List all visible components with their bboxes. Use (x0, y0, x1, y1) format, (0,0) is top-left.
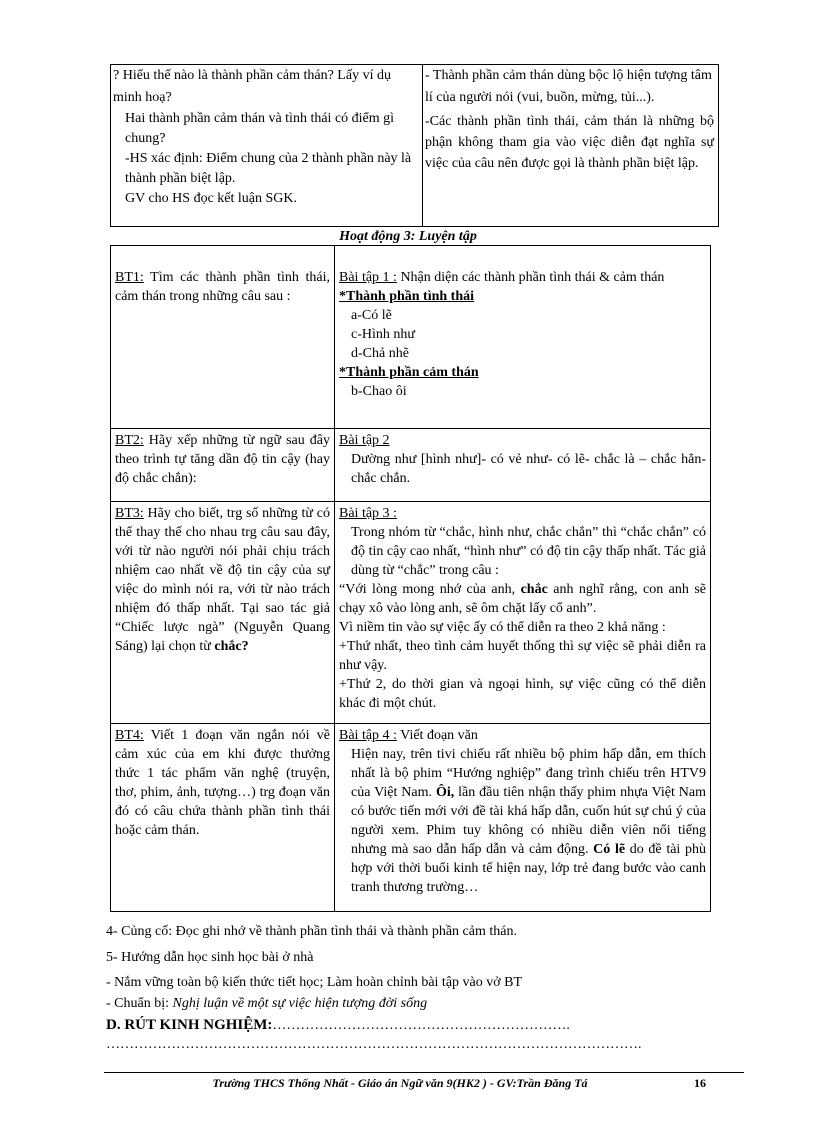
quote-text: anh nghĩ rằng, con anh sẽ chạy xô vào lòng anh, sẽ ôm chặt lấy cổ anh”. (339, 582, 706, 616)
top-left-cell (111, 65, 423, 227)
hs-answer-text: -HS xác định: Điểm chung của 2 thành phần này là thành phần biệt lập. (125, 151, 412, 186)
answer-paragraph: Vì niềm tin vào sự việc ấy có thể diễn ra theo 2 khả năng : (339, 620, 666, 635)
answer-label: Bài tập 3 : (339, 506, 397, 521)
paragraph-text: Hiện nay, trên tivi chiếu rất nhiều bộ phim hấp dẫn, em thích nhất là bộ phim “Hướng nghiệp” đang trình chiếu trên HTV9 của Việt Nam. (351, 747, 706, 800)
exercise-text: Hãy cho biết, trg số những từ có thể thay thế cho nhau trg câu sau đây, với từ nào người nói phải chịu trách nhiệm cao nhất về độ tin cậy của sự việc do mình nói ra, với từ nào trách nhiệm đó thấp nhất. Tại sao tác giả “Chiếc lược ngà” (Nguyễn Quang Sáng) lại chọn từ (115, 506, 330, 654)
exercise-row (111, 502, 711, 724)
quote-bold-word: chắc (520, 582, 548, 597)
exercise-right-cell (335, 724, 711, 912)
section-title: D. RÚT KINH NGHIỆM: (106, 1017, 273, 1033)
paragraph-bold: Ôi, (435, 785, 455, 800)
exercise-left-cell (111, 246, 335, 429)
top-right-cell (423, 65, 719, 227)
exercise-right-cell (335, 246, 711, 429)
exercise-table (110, 245, 711, 912)
answer-text-2: -Các thành phần tình thái, cảm thán là những bộ phận không tham gia vào việc diễn đạt nghĩa sự việc của câu nên được gọi là thành phần biệt lập. (425, 114, 714, 171)
answer-text: Nhận diện các thành phần tình thái & cảm thán (396, 270, 665, 285)
answer-label: Bài tập 2 (339, 433, 390, 448)
gv-instruction-text: GV cho HS đọc kết luận SGK. (125, 191, 298, 206)
footer-text: Trường THCS Thống Nhất - Giáo án Ngữ văn 9(HK2 ) - GV:Trần Đăng Tá (212, 1076, 588, 1090)
question-text: ? Hiểu thế nào là thành phần cảm thán? Lấy ví dụ minh hoạ? (113, 68, 391, 105)
answer-text: Dường như [hình như]- có vẻ như- có lẽ- chắc là – chắc hẳn- chắc chắn. (351, 452, 706, 486)
top-table (110, 64, 719, 227)
exercise-text: Viết 1 đoạn văn ngắn nói về cảm xúc của em khi được thưởng thức 1 tác phẩm văn nghệ (truyện, thơ, phim, ảnh, tượng…) trg đoạn văn đó có câu chứa thành phần tình thái hoặc cảm thán. (115, 728, 330, 838)
answer-paragraph: Trong nhóm từ “chắc, hình như, chắc chắn” thì “chắc chắn” có độ tin cậy cao nhất, “hình như” có độ tin cậy thấp nhất. Tác giả dùng từ “chắc” trong câu : (351, 525, 706, 578)
dotted-line: ………………………………………………………. (272, 1018, 570, 1033)
exercise-right-cell (335, 429, 711, 502)
paragraph-text: do đề tài phù hợp với thời buổi kinh tế hiện nay, lớp trẻ đang bước vào canh tranh thương trường… (351, 842, 706, 895)
paragraph-text: lần đầu tiên nhận thấy phim nhựa Việt Nam có bước tiến mới với đề tài khá hấp dẫn, cuốn hút sự chú ý của người xem. Phim tuy không có nhiều diễn viên nổi tiếng nhưng mà sao dẫn hấp dẫn và cảm động. (351, 785, 706, 857)
exercise-row (111, 724, 711, 912)
quote-text: “Với lòng mong nhớ của anh, (339, 582, 521, 597)
prepare-prefix: - Chuẩn bị: (106, 996, 173, 1011)
modal-heading: *Thành phần tình thái (339, 289, 475, 304)
consolidation-line: 4- Củng cố: Đọc ghi nhớ về thành phần tình thái và thành phần cảm thán. (106, 924, 517, 939)
paragraph-bold: Có lẽ (593, 842, 626, 857)
exercise-row (111, 246, 711, 429)
exercise-right-cell (335, 502, 711, 724)
page-number: 16 (694, 1076, 706, 1090)
list-item: a-Có lẽ (351, 308, 392, 323)
answer-paragraph: +Thứ 2, do thời gian và ngoại hình, sự việc cũng có thể diễn khác đi một chút. (339, 677, 706, 711)
list-item: c-Hình như (351, 327, 415, 342)
prepare-topic: Nghị luận về một sự việc hiện tượng đời sống (172, 996, 428, 1011)
answer-paragraph: +Thứ nhất, theo tình cảm huyết thống thì sự việc sẽ phải diễn ra như vậy. (339, 639, 706, 673)
answer-label: Bài tập 1 : (339, 270, 397, 285)
exercise-row (111, 429, 711, 502)
answer-label: Bài tập 4 : (339, 728, 397, 743)
homework-item: - Nắm vững toàn bộ kiến thức tiết học; Làm hoàn chỉnh bài tập vào vở BT (106, 975, 523, 990)
exercise-label: BT4: (115, 728, 144, 743)
prepare-line (106, 996, 427, 1012)
exercise-left-cell (111, 724, 335, 912)
experience-section (106, 1017, 570, 1034)
exercise-text: Hãy xếp những từ ngữ sau đây theo trình tự tăng dần độ tin cậy (hay độ chắc chắn): (115, 433, 330, 486)
exercise-left-cell (111, 429, 335, 502)
footer-divider (104, 1072, 744, 1073)
exercise-label: BT3: (115, 506, 144, 521)
answer-text: Viết đoạn văn (396, 728, 478, 743)
question-text-2: Hai thành phần cảm thán và tình thái có điểm gì chung? (125, 111, 395, 146)
exclamation-heading: *Thành phần cảm thán (339, 365, 479, 380)
exercise-left-cell (111, 502, 335, 724)
exercise-text: Tìm các thành phần tình thái, cảm thán trong những câu sau : (115, 270, 330, 304)
exercise-label: BT2: (115, 433, 144, 448)
homework-heading: 5- Hướng dẫn học sinh học bài ở nhà (106, 950, 314, 965)
answer-text-1: - Thành phần cảm thán dùng bộc lộ hiện tượng tâm lí của người nói (vui, buồn, mừng, tủi...). (425, 68, 712, 105)
dotted-line: ……………………………………………………………………………………………………. (106, 1037, 642, 1052)
list-item: b-Chao ôi (351, 384, 407, 399)
activity-title: Hoạt động 3: Luyện tập (339, 229, 477, 244)
exercise-bold-word: chắc? (214, 639, 249, 654)
exercise-label: BT1: (115, 270, 144, 285)
list-item: d-Chả nhẽ (351, 346, 409, 361)
